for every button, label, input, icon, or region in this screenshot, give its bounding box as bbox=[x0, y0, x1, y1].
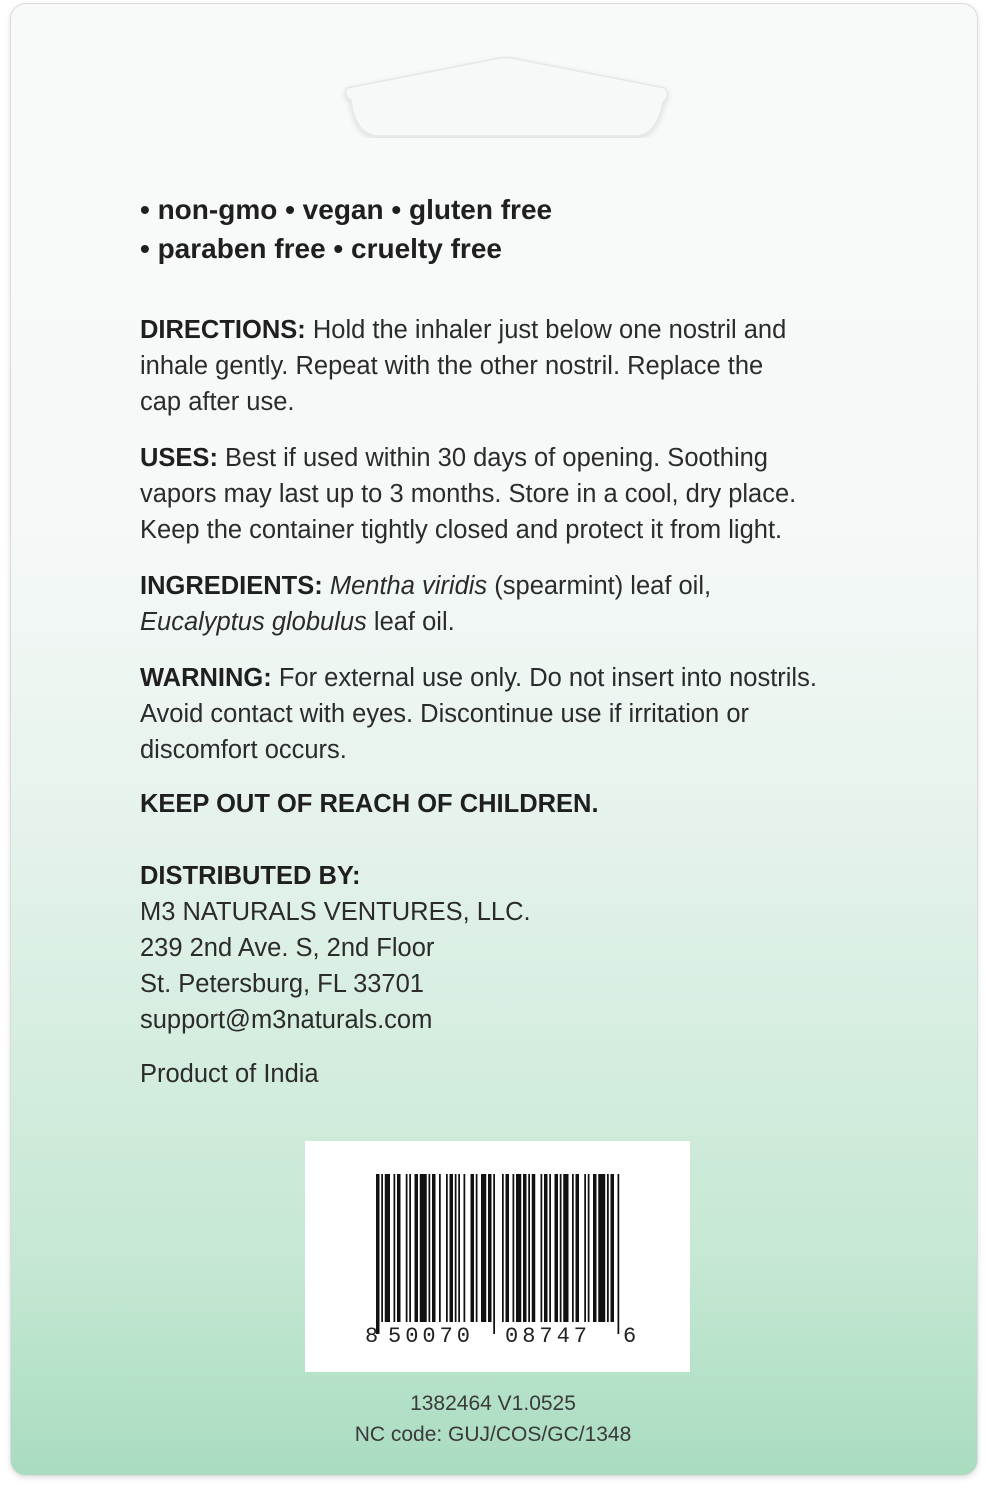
barcode-bar bbox=[516, 1174, 521, 1322]
hang-hole-cutout bbox=[337, 56, 676, 138]
distributor-address-2: St. Petersburg, FL 33701 bbox=[140, 970, 424, 998]
barcode-bar bbox=[611, 1174, 615, 1322]
barcode-bars bbox=[376, 1174, 619, 1334]
barcode-bar bbox=[593, 1174, 597, 1322]
distributor-name: M3 NATURALS VENTURES, LLC. bbox=[140, 898, 531, 926]
barcode-bar bbox=[376, 1174, 380, 1334]
uses-label: USES: bbox=[140, 444, 218, 472]
distributor-email: support@m3naturals.com bbox=[140, 1006, 433, 1034]
uses-line-2: vapors may last up to 3 months. Store in a cool, dry place. bbox=[140, 480, 797, 508]
ingredient-2-latin: Eucalyptus globulus bbox=[140, 608, 367, 636]
version-code: 1382464 V1.0525 bbox=[410, 1392, 576, 1415]
barcode-graphic bbox=[305, 1141, 690, 1372]
distributor-address-1: 239 2nd Ave. S, 2nd Floor bbox=[140, 934, 435, 962]
barcode-bar bbox=[432, 1174, 436, 1322]
barcode-group-left: 50070 bbox=[388, 1324, 475, 1349]
barcode-bar bbox=[476, 1174, 478, 1322]
barcode-bar bbox=[471, 1174, 475, 1322]
barcode-bar bbox=[409, 1174, 411, 1322]
warning-line-1: For external use only. Do not insert into nostrils. bbox=[278, 664, 817, 692]
uses-section bbox=[140, 440, 860, 548]
barcode-bar bbox=[598, 1174, 605, 1322]
barcode-bar bbox=[560, 1174, 562, 1322]
barcode-bar bbox=[439, 1174, 441, 1322]
barcode-bar bbox=[618, 1174, 620, 1334]
warning-section bbox=[140, 660, 860, 768]
barcode-bar bbox=[528, 1174, 530, 1322]
barcode-bar bbox=[549, 1174, 551, 1322]
barcode-bar bbox=[572, 1174, 574, 1322]
barcode-bar bbox=[394, 1174, 396, 1322]
directions-line-3: cap after use. bbox=[140, 388, 295, 416]
barcode-bar bbox=[381, 1174, 383, 1322]
ingredient-1-rest: (spearmint) leaf oil, bbox=[494, 572, 712, 600]
barcode-bar bbox=[502, 1174, 504, 1322]
barcode-digit-first: 8 bbox=[365, 1324, 379, 1349]
ingredient-2-rest: leaf oil. bbox=[373, 608, 455, 636]
barcode-bar bbox=[607, 1174, 609, 1322]
barcode-group-right: 08747 bbox=[505, 1324, 592, 1349]
barcode-bar bbox=[488, 1174, 492, 1322]
ingredient-1-latin: Mentha viridis bbox=[329, 572, 488, 600]
barcode-bar bbox=[481, 1174, 486, 1322]
distributor-label: DISTRIBUTED BY: bbox=[140, 862, 361, 890]
barcode bbox=[305, 1141, 690, 1372]
barcode-bar bbox=[446, 1174, 448, 1322]
barcode-bar bbox=[415, 1174, 419, 1322]
keep-out-of-reach-notice: KEEP OUT OF REACH OF CHILDREN. bbox=[140, 790, 599, 818]
barcode-bar bbox=[544, 1174, 548, 1322]
distributor-section bbox=[140, 858, 860, 1038]
barcode-bar bbox=[541, 1174, 543, 1322]
barcode-bar bbox=[506, 1174, 510, 1322]
barcode-bar bbox=[493, 1174, 495, 1334]
barcode-bar bbox=[420, 1174, 427, 1322]
barcode-bar bbox=[584, 1174, 586, 1322]
barcode-bar bbox=[450, 1174, 454, 1322]
barcode-bar bbox=[464, 1174, 466, 1322]
directions-line-2: inhale gently. Repeat with the other nostril. Replace the bbox=[140, 352, 764, 380]
directions-section bbox=[140, 312, 860, 420]
barcode-bar bbox=[588, 1174, 590, 1322]
barcode-bar bbox=[513, 1174, 515, 1322]
warning-line-3: discomfort occurs. bbox=[140, 736, 347, 764]
nc-code: NC code: GUJ/COS/GC/1348 bbox=[354, 1423, 632, 1446]
barcode-bar bbox=[458, 1174, 460, 1322]
barcode-bar bbox=[532, 1174, 536, 1322]
barcode-bar bbox=[576, 1174, 580, 1322]
ingredients-label: INGREDIENTS: bbox=[140, 572, 323, 600]
barcode-bar bbox=[406, 1174, 408, 1322]
product-claims bbox=[140, 190, 860, 268]
barcode-bar bbox=[385, 1174, 390, 1322]
barcode-bar bbox=[523, 1174, 527, 1322]
warning-label: WARNING: bbox=[140, 664, 272, 692]
ingredients-section bbox=[140, 568, 860, 640]
uses-line-3: Keep the container tightly closed and protect it from light. bbox=[140, 516, 783, 544]
barcode-digit-last: 6 bbox=[623, 1324, 637, 1349]
directions-label: DIRECTIONS: bbox=[140, 316, 306, 344]
claims-line-1: • non-gmo • vegan • gluten free bbox=[140, 194, 553, 225]
label-text-block bbox=[140, 190, 860, 1092]
barcode-bar bbox=[555, 1174, 559, 1322]
uses-line-1: Best if used within 30 days of opening. Soothing bbox=[225, 444, 768, 472]
warning-line-2: Avoid contact with eyes. Discontinue use if irritation or bbox=[140, 700, 749, 728]
barcode-bar bbox=[563, 1174, 568, 1322]
directions-line-1: Hold the inhaler just below one nostril and bbox=[312, 316, 787, 344]
barcode-bar bbox=[429, 1174, 431, 1322]
claims-line-2: • paraben free • cruelty free bbox=[140, 233, 502, 264]
barcode-bar bbox=[397, 1174, 401, 1322]
country-of-origin: Product of India bbox=[140, 1060, 319, 1088]
barcode-bar bbox=[455, 1174, 457, 1322]
